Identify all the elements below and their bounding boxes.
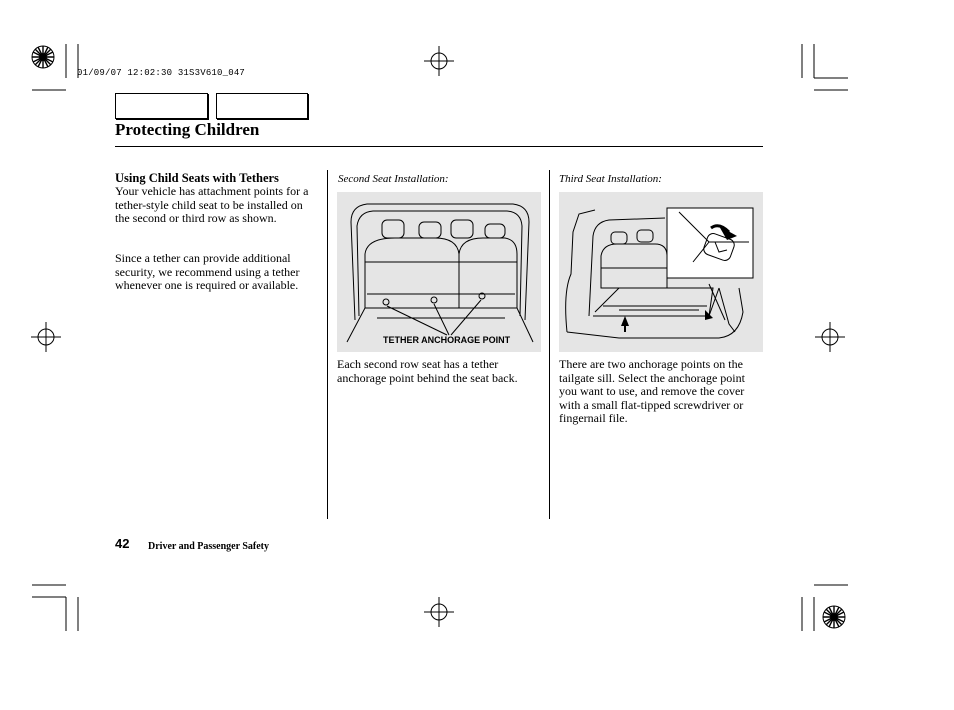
tether-advice-paragraph: Since a tether can provide additional security, we recommend using a tether whenever one is required or available.: [115, 251, 300, 292]
third-seat-figure: [559, 192, 763, 352]
column-divider-1: [327, 170, 328, 519]
print-stamp: 01/09/07 12:02:30 31S3V610_047: [77, 68, 246, 78]
registration-sunburst-top-left: [32, 46, 54, 68]
second-seat-illustration: [337, 192, 541, 352]
third-seat-illustration: [559, 192, 763, 352]
section-name: Driver and Passenger Safety: [148, 541, 270, 552]
registration-sunburst-bottom-right: [823, 606, 845, 628]
second-seat-caption: Second Seat Installation:: [338, 173, 449, 185]
third-seat-caption: Third Seat Installation:: [559, 173, 662, 185]
tether-anchorage-label: TETHER ANCHORAGE POINT: [383, 335, 511, 345]
second-seat-paragraph: Each second row seat has a tether anchorage point behind the seat back.: [337, 357, 518, 385]
tab-box-2: [216, 93, 308, 119]
section-heading: Using Child Seats with Tethers: [115, 171, 279, 185]
column-divider-2: [549, 170, 550, 519]
tab-box-1: [115, 93, 208, 119]
second-seat-figure: [337, 192, 541, 352]
intro-paragraph: Your vehicle has attachment points for a tether-style child seat to be installed on the second or third row as shown.: [115, 184, 309, 225]
title-divider: [115, 146, 763, 147]
page-number: 42: [115, 536, 130, 551]
third-seat-paragraph: There are two anchorage points on the tailgate sill. Select the anchorage point you want to use, and remove the cover with a small flat-tipped screwdriver or fingernail file.: [559, 357, 745, 425]
page-title: Protecting Children: [115, 120, 260, 139]
